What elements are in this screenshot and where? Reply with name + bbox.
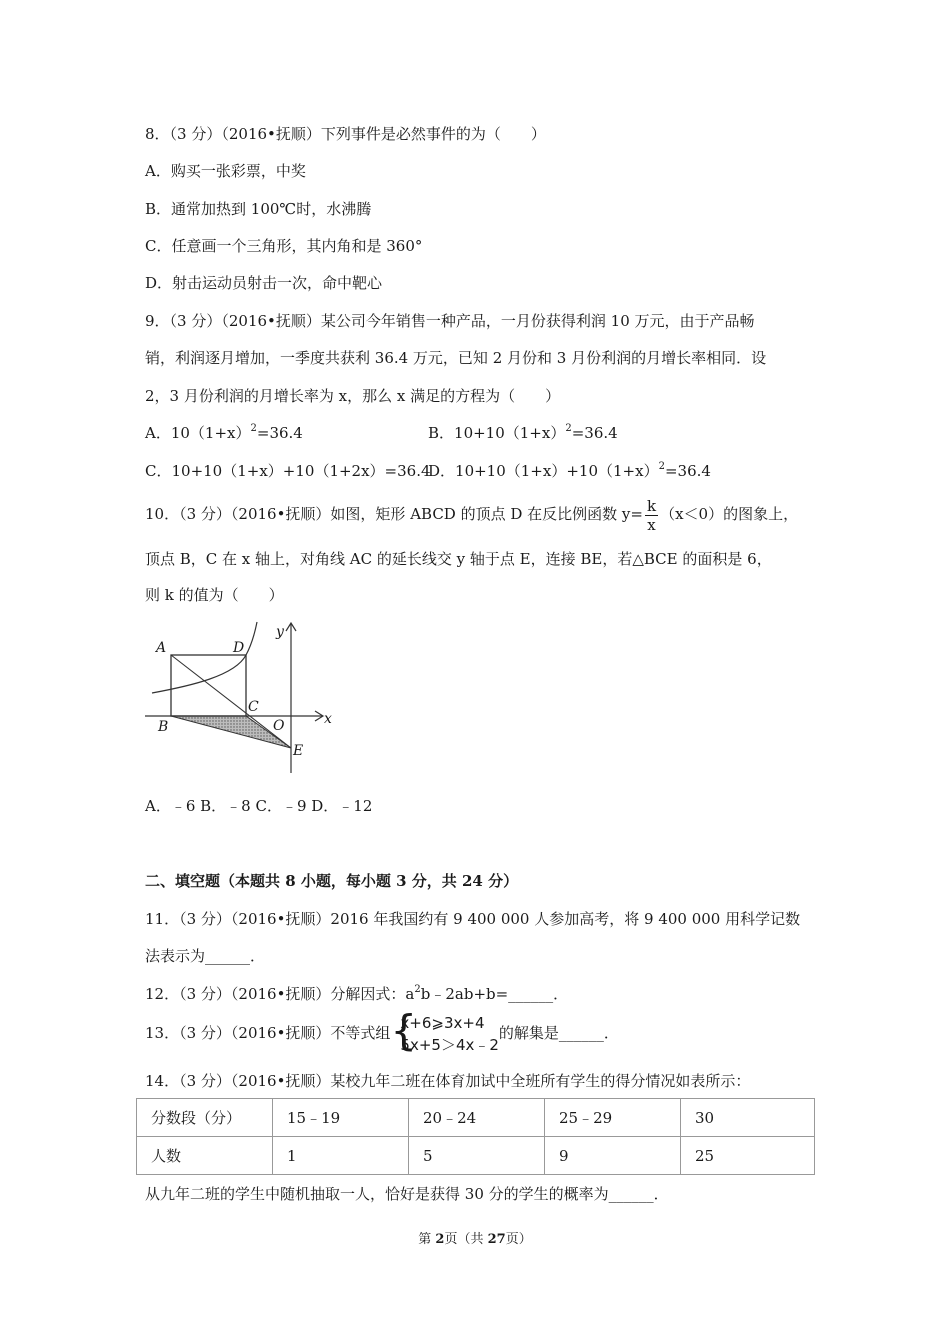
q10-options: A．﹣6 B．﹣8 C．﹣9 D．﹣12	[145, 797, 373, 815]
q9-option-c: C．10+10（1+x）+10（1+2x）=36.4	[145, 462, 431, 480]
footer-page: 2	[435, 1232, 445, 1247]
footer-total: 27	[487, 1232, 506, 1247]
q10-fraction	[645, 497, 658, 534]
q9-line3: 2，3 月份利润的月增长率为 x，那么 x 满足的方程为（ ）	[145, 387, 561, 405]
table-cell: 5	[409, 1137, 545, 1175]
q12-exp: 2	[414, 984, 421, 995]
q9-line2: 销，利润逐月增加，一季度共获利 36.4 万元，已知 2 月份和 3 月份利润的月增长率相同．设	[145, 349, 767, 367]
q14-after: 从九年二班的学生中随机抽取一人，恰好是获得 30 分的学生的概率为______．	[145, 1185, 669, 1203]
brace-icon: {	[390, 1006, 418, 1055]
q10-figure	[140, 618, 340, 778]
q9-optD-pre: D．10+10（1+x）+10（1+x）	[428, 462, 659, 480]
table-cell: 25﹣29	[545, 1099, 681, 1137]
label-y: y	[276, 624, 284, 640]
q8-stem: 8．（3 分）（2016•抚顺）下列事件是必然事件的为（ ）	[145, 125, 546, 143]
label-e: E	[293, 743, 304, 759]
q13	[145, 1006, 619, 1056]
table-cell: 9	[545, 1137, 681, 1175]
table-row	[137, 1099, 815, 1137]
q9-line1: 9．（3 分）（2016•抚顺）某公司今年销售一种产品，一月份获得利润 10 万元，由于产品畅	[145, 312, 755, 330]
section-2-heading: 二、填空题（本题共 8 小题，每小题 3 分，共 24 分）	[145, 872, 519, 890]
q9-option-a	[145, 423, 303, 446]
q13-inequality-system	[390, 1006, 499, 1056]
q13-eq1: x+6⩾3x+4	[400, 1014, 485, 1032]
q9-option-d	[428, 461, 711, 484]
q9-optA-exp: 2	[250, 423, 257, 434]
q11-line2: 法表示为______．	[145, 947, 266, 965]
q9-optB-post: =36.4	[571, 424, 618, 442]
q12-post: b﹣2ab+b=______．	[420, 985, 569, 1003]
table-cell: 1	[273, 1137, 409, 1175]
q12	[145, 984, 568, 1007]
q10-line3: 则 k 的值为（ ）	[145, 586, 284, 604]
q9-optD-exp: 2	[658, 461, 665, 472]
footer-pre: 第	[418, 1232, 436, 1247]
footer-mid: 页（共	[444, 1232, 488, 1247]
label-x: x	[324, 711, 332, 727]
table-cell: 分数段（分）	[137, 1099, 273, 1137]
q14-score-table	[136, 1098, 815, 1175]
q10-frac-den: x	[647, 515, 656, 534]
page-footer	[0, 1228, 950, 1247]
table-cell: 20﹣24	[409, 1099, 545, 1137]
table-row	[137, 1137, 815, 1175]
q13-pre: 13．（3 分）（2016•抚顺）不等式组	[145, 1024, 391, 1042]
label-o: O	[273, 718, 285, 734]
q8-option-c: C．任意画一个三角形，其内角和是 360°	[145, 237, 423, 255]
q9-option-b	[428, 423, 618, 446]
q10-line1-pre: 10．（3 分）（2016•抚顺）如图，矩形 ABCD 的顶点 D 在反比例函数 y=	[145, 505, 643, 523]
label-a: A	[156, 640, 167, 656]
q12-pre: 12．（3 分）（2016•抚顺）分解因式：a	[145, 985, 415, 1003]
table-cell: 30	[681, 1099, 815, 1137]
q9-optA-pre: A．10（1+x）	[145, 424, 251, 442]
q8-option-b: B．通常加热到 100℃时，水沸腾	[145, 200, 372, 218]
q9-optB-exp: 2	[565, 423, 572, 434]
label-d: D	[233, 640, 245, 656]
q8-option-d: D．射击运动员射击一次，命中靶心	[145, 274, 383, 292]
q13-eq2: 5x+5＞4x﹣2	[400, 1036, 499, 1054]
q9-optA-post: =36.4	[256, 424, 303, 442]
q10-line1	[145, 496, 798, 534]
q13-post: 的解集是______．	[498, 1024, 619, 1042]
q10-frac-num: k	[646, 496, 657, 515]
q9-optB-pre: B．10+10（1+x）	[428, 424, 566, 442]
q14-stem: 14．（3 分）（2016•抚顺）某校九年二班在体育加试中全班所有学生的得分情况如表所示：	[145, 1072, 751, 1090]
q8-option-a: A．购买一张彩票，中奖	[145, 162, 306, 180]
table-cell: 人数	[137, 1137, 273, 1175]
label-b: B	[158, 719, 169, 735]
q10-line2: 顶点 B，C 在 x 轴上，对角线 AC 的延长线交 y 轴于点 E，连接 BE，若△BCE 的面积是 6，	[145, 550, 772, 568]
table-cell: 25	[681, 1137, 815, 1175]
label-c: C	[248, 699, 259, 715]
footer-post: 页）	[505, 1232, 532, 1247]
table-cell: 15﹣19	[273, 1099, 409, 1137]
hyperbola-curve	[152, 622, 257, 693]
q10-line1-post: （x＜0）的图象上，	[660, 505, 799, 523]
q11-line1: 11．（3 分）（2016•抚顺）2016 年我国约有 9 400 000 人参加高考，将 9 400 000 用科学记数	[145, 910, 801, 928]
q9-optD-post: =36.4	[664, 462, 711, 480]
